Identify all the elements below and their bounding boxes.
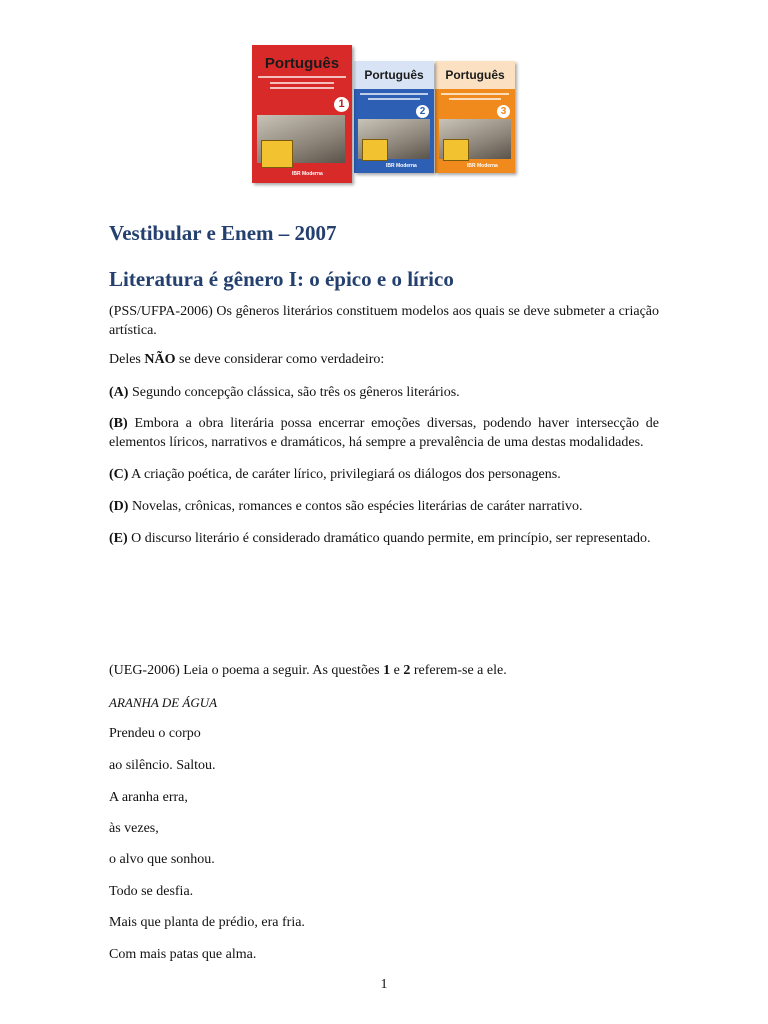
- poem-title: ARANHA DE ÁGUA: [109, 695, 218, 710]
- option-e: (E) O discurso literário é considerado dramático quando permite, em princípio, ser representado.: [109, 531, 651, 546]
- book-cover-volume-1: [252, 45, 352, 183]
- option-d: (D) Novelas, crônicas, romances e contos são espécies literárias de caráter narrativo.: [109, 499, 583, 514]
- option-letter: (D): [109, 499, 129, 514]
- book-title: Português: [264, 55, 340, 72]
- document-heading: Vestibular e Enem – 2007: [109, 221, 337, 245]
- poem-question-intro: (UEG-2006) Leia o poema a seguir. As questões 1 e 2 referem-se a ele.: [109, 663, 507, 678]
- option-letter: (A): [109, 385, 129, 400]
- book-cover-volume-3: [435, 61, 515, 173]
- option-letter: (C): [109, 467, 129, 482]
- volume-number: 1: [334, 97, 349, 112]
- question-prompt: Deles NÃO se deve considerar como verdadeiro:: [109, 352, 385, 367]
- option-a: (A) Segundo concepção clássica, são três os gêneros literários.: [109, 385, 460, 400]
- option-letter: (B): [109, 416, 128, 431]
- poem-line: Prendeu o corpo: [109, 726, 201, 741]
- poem-line: A aranha erra,: [109, 790, 188, 805]
- book-cover-volume-2: [354, 61, 434, 173]
- option-c: (C) A criação poética, de caráter lírico, privilegiará os diálogos dos personagens.: [109, 467, 561, 482]
- publisher-brand: IBR Moderna: [467, 163, 498, 169]
- section-heading: Literatura é gênero I: o épico e o lírico: [109, 267, 454, 291]
- book-covers-image: [250, 45, 520, 185]
- publisher-brand: IBR Moderna: [292, 171, 323, 177]
- poem-line: Todo se desfia.: [109, 884, 194, 899]
- poem-line: às vezes,: [109, 821, 159, 836]
- poem-line: ao silêncio. Saltou.: [109, 758, 216, 773]
- page-number: 1: [380, 977, 388, 992]
- book-title: Português: [445, 68, 505, 82]
- publisher-brand: IBR Moderna: [386, 163, 417, 169]
- option-letter: (E): [109, 531, 128, 546]
- poem-line: o alvo que sonhou.: [109, 852, 215, 867]
- prompt-emphasis: NÃO: [144, 352, 176, 367]
- poem-line: Com mais patas que alma.: [109, 947, 257, 962]
- book-title: Português: [364, 68, 424, 82]
- question-intro: (PSS/UFPA-2006) Os gêneros literários constituem modelos aos quais se deve submeter a criação artística.: [109, 304, 659, 338]
- volume-number: 2: [416, 105, 429, 118]
- volume-number: 3: [497, 105, 510, 118]
- poem-line: Mais que planta de prédio, era fria.: [109, 915, 305, 930]
- option-b: (B) Embora a obra literária possa encerrar emoções diversas, podendo haver intersecção de elementos líricos, narrativos e dramáticos, há sempre a prevalência de uma destas modalidades.: [109, 416, 659, 450]
